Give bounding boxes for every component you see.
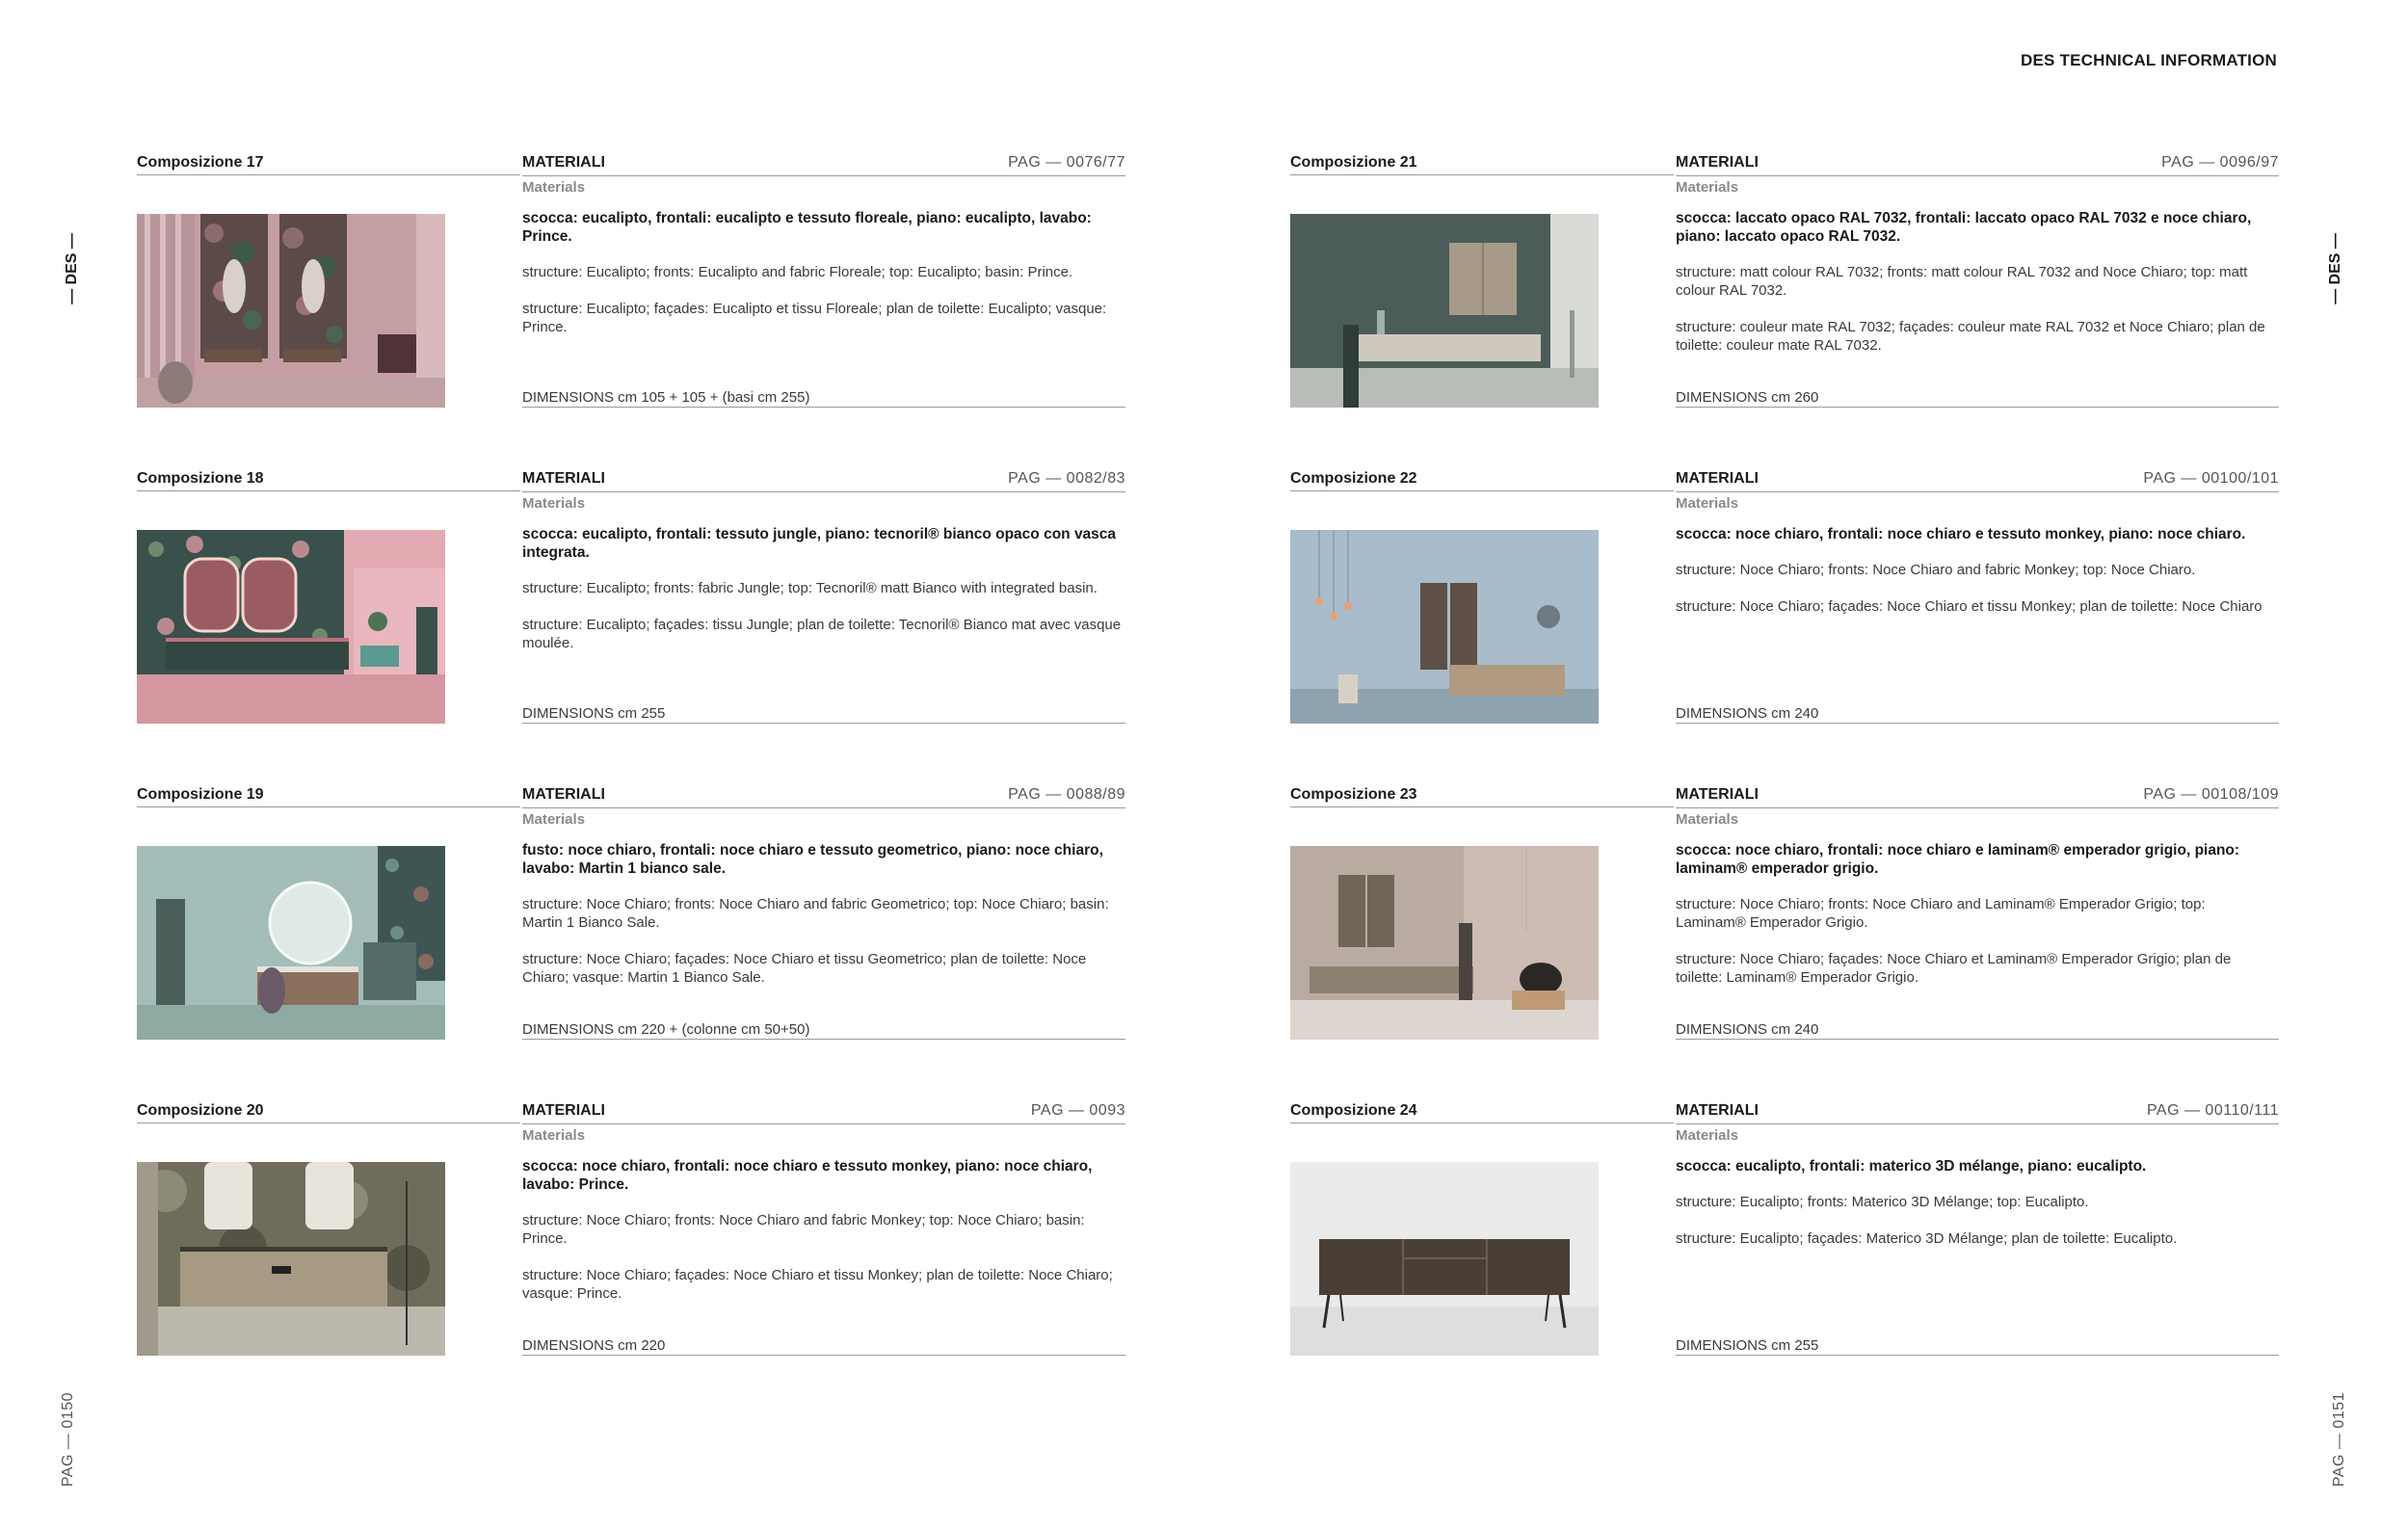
composition-photo (137, 1162, 445, 1356)
materials-block (1676, 154, 2279, 414)
composition-title: Composizione 22 (1290, 470, 1674, 491)
materials-block (522, 786, 1125, 1046)
composition-title: Composizione 21 (1290, 154, 1674, 175)
composition-entry (137, 1102, 1143, 1418)
dimensions: DIMENSIONS cm 255 (1676, 1337, 2279, 1356)
bathroom-photo-18 (137, 530, 445, 724)
composition-entry (137, 154, 1143, 470)
composition-photo (1290, 1162, 1599, 1356)
dimensions: DIMENSIONS cm 105 + 105 + (basi cm 255) (522, 389, 1125, 408)
materials-subtitle: Materials (1676, 495, 1739, 512)
materials-header (522, 154, 1125, 176)
french-description: structure: Eucalipto; façades: Eucalipto et tissu Floreale; plan de toilette: Eucalipto; vasque: Prince. (522, 301, 1107, 335)
french-description: structure: Noce Chiaro; façades: Noce Chiaro et tissu Monkey; plan de toilette: Noce Chiaro (1676, 598, 2262, 615)
materiali-label: MATERIALI (522, 154, 605, 171)
english-description: structure: matt colour RAL 7032; fronts: matt colour RAL 7032 and Noce Chiaro; top: matt colour RAL 7032. (1676, 264, 2248, 299)
page-reference: PAG — 0076/77 (1008, 154, 1125, 171)
materiali-label: MATERIALI (522, 786, 605, 803)
italian-description: scocca: noce chiaro, frontali: noce chiaro e laminam® emperador grigio, piano: laminam® emperador grigio. (1676, 842, 2240, 877)
english-description: structure: Eucalipto; fronts: Materico 3D Mélange; top: Eucalipto. (1676, 1194, 2089, 1210)
materiali-label: MATERIALI (1676, 1102, 1759, 1119)
page-number-left: PAG — 0150 (60, 1391, 77, 1488)
materiali-label: MATERIALI (522, 1102, 605, 1119)
materials-subtitle: Materials (522, 811, 586, 828)
materials-header (1676, 154, 2279, 176)
side-label-left: — DES — (63, 233, 80, 304)
french-description: structure: Eucalipto; façades: tissu Jungle; plan de toilette: Tecnoril® Bianco mat avec vasque moulée. (522, 617, 1122, 651)
english-description: structure: Noce Chiaro; fronts: Noce Chiaro and fabric Geometrico; top: Noce Chiaro; basin: Martin 1 Bianco Sale. (522, 896, 1109, 931)
materials-block (1676, 786, 2279, 1046)
french-description: structure: Noce Chiaro; façades: Noce Chiaro et tissu Monkey; plan de toilette: Noce Chiaro; vasque: Prince. (522, 1267, 1113, 1302)
bathroom-photo-19 (137, 846, 445, 1040)
dimensions: DIMENSIONS cm 255 (522, 705, 1125, 724)
materials-header (522, 786, 1125, 808)
materials-subtitle: Materials (1676, 179, 1739, 196)
composition-entry (1290, 154, 2296, 470)
materials-subtitle: Materials (522, 495, 586, 512)
page-reference: PAG — 00100/101 (2143, 470, 2279, 487)
english-description: structure: Noce Chiaro; fronts: Noce Chiaro and fabric Monkey; top: Noce Chiaro. (1676, 562, 2196, 578)
composition-photo (1290, 846, 1599, 1040)
composition-photo (137, 530, 445, 724)
composition-title: Composizione 23 (1290, 786, 1674, 807)
materiali-label: MATERIALI (1676, 786, 1759, 803)
french-description: structure: Eucalipto; façades: Materico 3D Mélange; plan de toilette: Eucalipto. (1676, 1230, 2178, 1247)
dimensions: DIMENSIONS cm 260 (1676, 389, 2279, 408)
composition-entry (137, 470, 1143, 786)
italian-description: scocca: noce chiaro, frontali: noce chiaro e tessuto monkey, piano: noce chiaro, lavabo: Prince. (522, 1158, 1093, 1193)
page-reference: PAG — 00108/109 (2143, 786, 2279, 803)
italian-description: scocca: eucalipto, frontali: materico 3D mélange, piano: eucalipto. (1676, 1158, 2147, 1175)
left-column (137, 154, 1143, 1418)
french-description: structure: Noce Chiaro; façades: Noce Chiaro et tissu Geometrico; plan de toilette: Noce Chiaro; vasque: Martin 1 Bianco Sale. (522, 951, 1087, 986)
composition-title: Composizione 20 (137, 1102, 520, 1123)
composition-photo (137, 214, 445, 408)
materials-subtitle: Materials (1676, 1127, 1739, 1144)
composition-title: Composizione 24 (1290, 1102, 1674, 1123)
materiali-label: MATERIALI (1676, 470, 1759, 487)
italian-description: scocca: noce chiaro, frontali: noce chiaro e tessuto monkey, piano: noce chiaro. (1676, 526, 2246, 542)
materials-subtitle: Materials (522, 1127, 586, 1144)
bathroom-photo-21 (1290, 214, 1599, 408)
materials-block (1676, 1102, 2279, 1362)
page-reference: PAG — 0082/83 (1008, 470, 1125, 487)
composition-entry (1290, 470, 2296, 786)
materials-block (522, 1102, 1125, 1362)
italian-description: scocca: laccato opaco RAL 7032, frontali: laccato opaco RAL 7032 e noce chiaro, piano: laccato opaco RAL 7032. (1676, 210, 2252, 245)
dimensions: DIMENSIONS cm 240 (1676, 705, 2279, 724)
bathroom-photo-22 (1290, 530, 1599, 724)
composition-title: Composizione 18 (137, 470, 520, 491)
composition-photo (137, 846, 445, 1040)
composition-photo (1290, 530, 1599, 724)
french-description: structure: couleur mate RAL 7032; façades: couleur mate RAL 7032 et Noce Chiaro; plan de toilette: couleur mate RAL 7032. (1676, 319, 2265, 354)
page-reference: PAG — 0088/89 (1008, 786, 1125, 803)
french-description: structure: Noce Chiaro; façades: Noce Chiaro et Laminam® Emperador Grigio; plan de toilette: Laminam® Emperador Grigio. (1676, 951, 2232, 986)
materials-header (522, 1102, 1125, 1124)
page-reference: PAG — 0096/97 (2161, 154, 2279, 171)
materials-block (1676, 470, 2279, 730)
document-title: DES TECHNICAL INFORMATION (2021, 51, 2277, 69)
materiali-label: MATERIALI (522, 470, 605, 487)
dimensions: DIMENSIONS cm 220 + (colonne cm 50+50) (522, 1021, 1125, 1040)
italian-description: scocca: eucalipto, frontali: tessuto jungle, piano: tecnoril® bianco opaco con vasca integrata. (522, 526, 1117, 561)
english-description: structure: Eucalipto; fronts: Eucalipto and fabric Floreale; top: Eucalipto; basin: Prince. (522, 264, 1073, 280)
composition-title: Composizione 19 (137, 786, 520, 807)
bathroom-photo-23 (1290, 846, 1599, 1040)
side-label-right: — DES — (2327, 233, 2344, 304)
english-description: structure: Eucalipto; fronts: fabric Jungle; top: Tecnoril® matt Bianco with integrated basin. (522, 580, 1098, 596)
italian-description: fusto: noce chiaro, frontali: noce chiaro e tessuto geometrico, piano: noce chiaro, lavabo: Martin 1 bianco sale. (522, 842, 1103, 877)
italian-description: scocca: eucalipto, frontali: eucalipto e tessuto floreale, piano: eucalipto, lavabo: Prince. (522, 210, 1092, 245)
dimensions: DIMENSIONS cm 240 (1676, 1021, 2279, 1040)
composition-title: Composizione 17 (137, 154, 520, 175)
bathroom-photo-17 (137, 214, 445, 408)
composition-entry (1290, 786, 2296, 1102)
english-description: structure: Noce Chiaro; fronts: Noce Chiaro and fabric Monkey; top: Noce Chiaro; basin: Prince. (522, 1212, 1085, 1247)
materials-block (522, 470, 1125, 730)
page-reference: PAG — 0093 (1030, 1102, 1125, 1119)
english-description: structure: Noce Chiaro; fronts: Noce Chiaro and Laminam® Emperador Grigio; top: Laminam® Emperador Grigio. (1676, 896, 2206, 931)
bathroom-photo-20 (137, 1162, 445, 1356)
page-reference: PAG — 00110/111 (2146, 1102, 2279, 1119)
materials-header (1676, 786, 2279, 808)
materiali-label: MATERIALI (1676, 154, 1759, 171)
materials-header (1676, 1102, 2279, 1124)
furniture-photo-24 (1290, 1162, 1599, 1356)
materials-subtitle: Materials (522, 179, 586, 196)
page-number-right: PAG — 0151 (2330, 1391, 2347, 1488)
right-column (1290, 154, 2296, 1418)
materials-subtitle: Materials (1676, 811, 1739, 828)
composition-photo (1290, 214, 1599, 408)
materials-header (522, 470, 1125, 492)
dimensions: DIMENSIONS cm 220 (522, 1337, 1125, 1356)
composition-entry (137, 786, 1143, 1102)
materials-block (522, 154, 1125, 414)
materials-header (1676, 470, 2279, 492)
composition-entry (1290, 1102, 2296, 1418)
